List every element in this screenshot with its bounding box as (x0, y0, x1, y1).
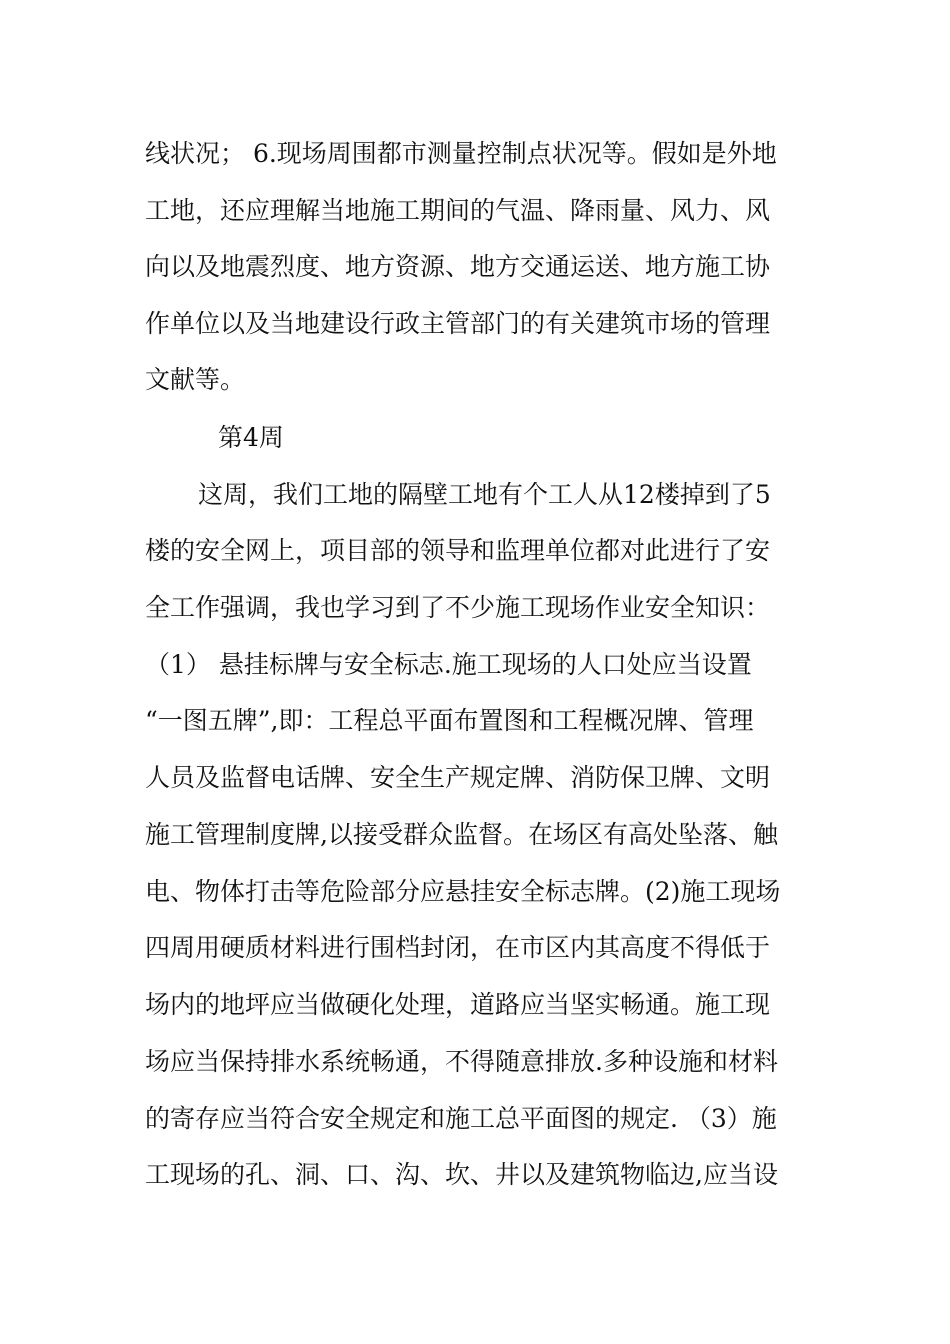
paragraph-line: （1） 悬挂标牌与安全标志.施工现场的人口处应当设置 (145, 650, 752, 679)
paragraph-line: 电、物体打击等危险部分应悬挂安全标志牌。(2)施工现场 (145, 877, 781, 906)
section-heading: 第4周 (218, 423, 284, 452)
paragraph-line: “一图五牌”,即：工程总平面布置图和工程概况牌、管理 (145, 706, 754, 735)
paragraph-line: 人员及监督电话牌、安全生产规定牌、消防保卫牌、文明 (145, 763, 771, 792)
paragraph-line: 作单位以及当地建设行政主管部门的有关建筑市场的管理 (145, 309, 771, 338)
paragraph-line: 楼的安全网上，项目部的领导和监理单位都对此进行了安 (145, 536, 771, 565)
paragraph-line: 工现场的孔、洞、口、沟、坎、井以及建筑物临边,应当设 (145, 1160, 778, 1189)
paragraph-line: 这周，我们工地的隔壁工地有个工人从12楼掉到了5 (198, 480, 771, 509)
paragraph-line: 场内的地坪应当做硬化处理，道路应当坚实畅通。施工现 (145, 990, 771, 1019)
paragraph-line: 的寄存应当符合安全规定和施工总平面图的规定. （3）施 (145, 1104, 777, 1133)
paragraph-line: 工地，还应理解当地施工期间的气温、降雨量、风力、风 (145, 196, 771, 225)
paragraph-line: 施工管理制度牌,以接受群众监督。在场区有高处坠落、触 (145, 820, 778, 849)
paragraph-line: 向以及地震烈度、地方资源、地方交通运送、地方施工协 (145, 252, 771, 281)
paragraph-line: 线状况； 6.现场周围都市测量控制点状况等。假如是外地 (145, 139, 777, 168)
paragraph-line: 全工作强调，我也学习到了不少施工现场作业安全知识： (145, 593, 771, 622)
paragraph-line: 四周用硬质材料进行围档封闭，在市区内其高度不得低于 (145, 933, 771, 962)
paragraph-line: 场应当保持排水系统畅通，不得随意排放.多种设施和材料 (145, 1047, 778, 1076)
paragraph-line: 文献等。 (145, 365, 246, 394)
